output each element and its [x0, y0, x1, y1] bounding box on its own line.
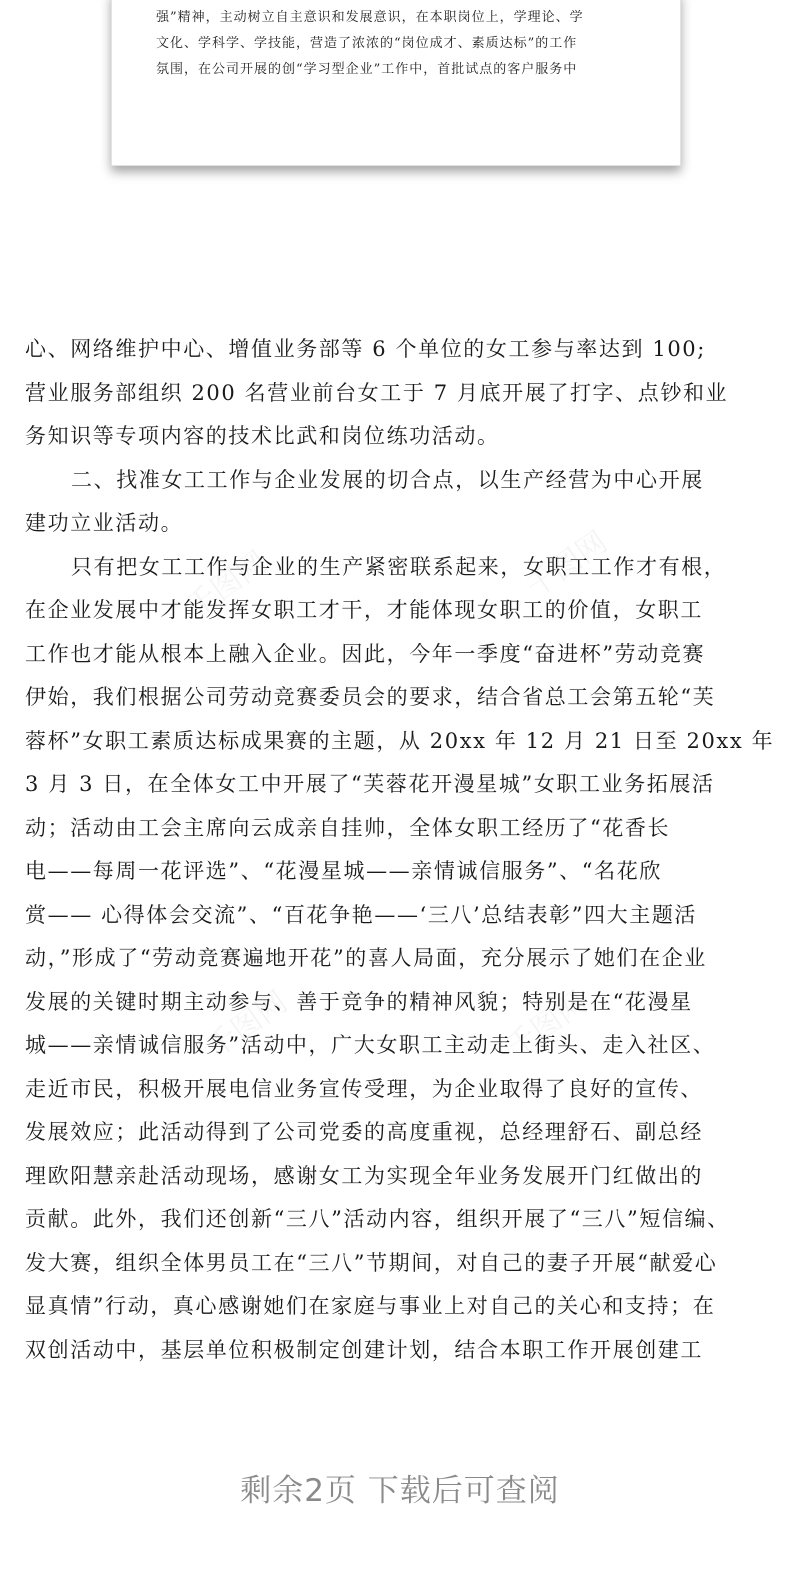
preview-line: 文化、学科学、学技能，营造了浓浓的“岗位成才、素质达标”的工作 — [156, 36, 578, 51]
paragraph-line: 3 月 3 日，在全体女工中开展了“芙蓉花开漫星城”女职工业务拓展活 — [25, 772, 715, 796]
paragraph-line: 电——每周一花评选”、“花漫星城——亲情诚信服务”、“名花欣 — [25, 859, 662, 883]
preview-line: 氛围，在公司开展的创“学习型企业”工作中，首批试点的客户服务中 — [156, 62, 578, 77]
paragraph-line: 发展效应；此活动得到了公司党委的高度重视，总经理舒石、副总经 — [25, 1120, 703, 1144]
document-preview-card — [111, 0, 681, 166]
paragraph-line: 双创活动中，基层单位积极制定创建计划，结合本职工作开展创建工 — [25, 1337, 703, 1362]
paragraph-line: 贡献。此外，我们还创新“三八”活动内容，组织开展了“三八”短信编、 — [25, 1207, 730, 1231]
paragraph-line: 城——亲情诚信服务”活动中，广大女职工主动走上街头、走入社区、 — [25, 1033, 716, 1057]
paragraph-line: 营业服务部组织 200 名营业前台女工于 7 月底开展了打字、点钞和业 — [25, 380, 729, 405]
paragraph-line: 伊始，我们根据公司劳动竞赛委员会的要求，结合省总工会第五轮“芙 — [25, 685, 716, 709]
section-heading-line: 二、找准女工工作与企业发展的切合点，以生产经营为中心开展 — [71, 467, 704, 492]
paragraph-line: 走近市民，积极开展电信业务宣传受理，为企业取得了良好的宣传、 — [25, 1076, 703, 1101]
paragraph-line: 在企业发展中才能发挥女职工才干，才能体现女职工的价值，女职工 — [25, 598, 703, 622]
paragraph-line: 发大赛，组织全体男员工在“三八”节期间，对自己的妻子开展“献爱心 — [25, 1250, 718, 1275]
paragraph-line: 工作也才能从根本上融入企业。因此，今年一季度“奋进杯”劳动竞赛 — [25, 641, 706, 666]
section-heading-line: 建功立业活动。 — [25, 511, 184, 535]
document-body — [25, 328, 785, 1372]
paragraph-line: 动；活动由工会主席向云成亲自挂帅，全体女职工经历了“花香长 — [25, 815, 671, 840]
paragraph-line: 务知识等专项内容的技术比武和岗位练功活动。 — [25, 424, 500, 448]
paragraph-line: 心、网络维护中心、增值业务部等 6 个单位的女工参与率达到 100; — [25, 337, 706, 361]
paragraph-line: 蓉杯”女职工素质达标成果赛的主题，从 20xx 年 12 月 21 日至 20xx 年 — [25, 728, 775, 753]
remaining-pages-download-link[interactable]: 剩余2页 下载后可查阅 — [240, 1473, 560, 1509]
preview-line: 强”精神，主动树立自主意识和发展意识，在本职岗位上，学理论、学 — [156, 10, 584, 25]
paragraph-line: 显真情”行动，真心感谢她们在家庭与事业上对自己的关心和支持；在 — [25, 1294, 716, 1318]
paragraph-line: 发展的关键时期主动参与、善于竞争的精神风貌；特别是在“花漫星 — [25, 989, 693, 1014]
paragraph-line: 理欧阳慧亲赴活动现场，感谢女工为实现全年业务发展开门红做出的 — [25, 1163, 703, 1188]
paragraph-line: 赏—— 心得体会交流”、“百花争艳——‘三八’总结表彰”四大主题活 — [25, 902, 698, 927]
paragraph-line: 动，”形成了“劳动竞赛遍地开花”的喜人局面，充分展示了她们在企业 — [25, 946, 707, 970]
paragraph-line: 只有把女工工作与企业的生产紧密联系起来，女职工工作才有根， — [71, 554, 727, 579]
